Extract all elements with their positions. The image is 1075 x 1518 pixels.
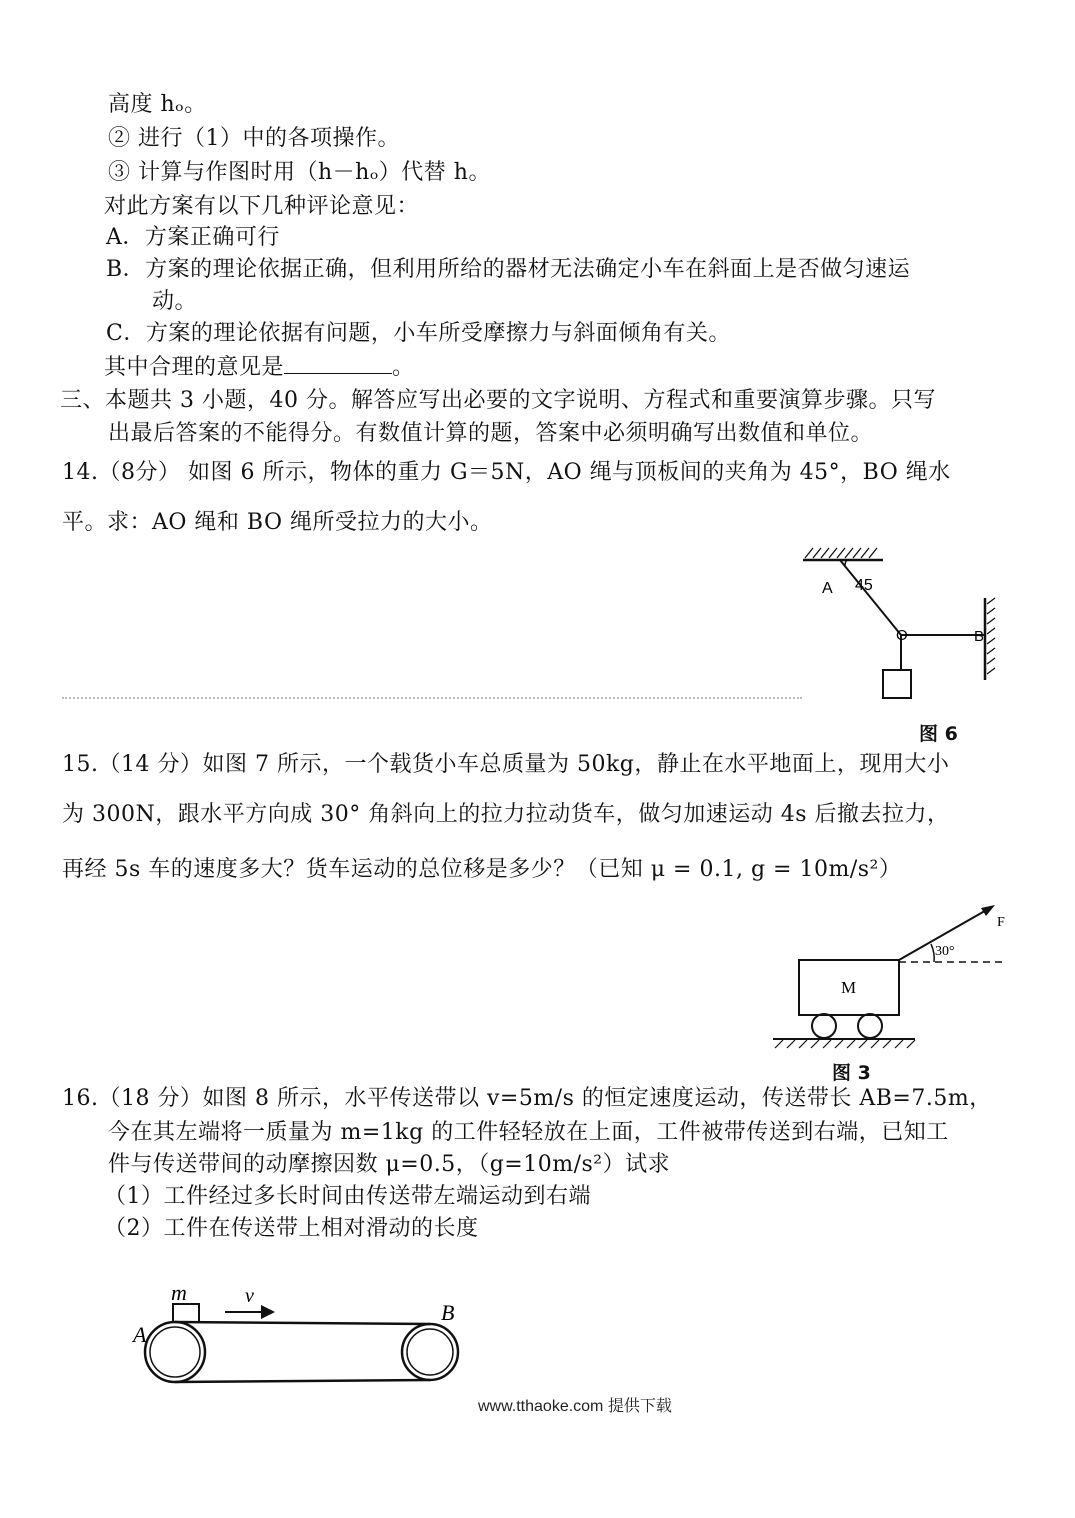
option-a: A．方案正确可行 — [106, 225, 280, 250]
fig8-label-m: m — [171, 1280, 187, 1305]
fig6-label-b: B — [974, 628, 985, 645]
q16-line-2: 今在其左端将一质量为 m=1kg 的工件轻轻放在上面，工件被带传送到右端，已知工 — [108, 1120, 949, 1145]
fig7-label-f: F — [997, 915, 1005, 930]
q15-line-3: 再经 5s 车的速度多大？货车运动的总位移是多少？（已知 μ = 0.1, g = 10m/s²） — [62, 857, 902, 882]
answer-line — [104, 355, 415, 381]
q16-part-2: （2）工件在传送带上相对滑动的长度 — [104, 1216, 479, 1241]
text-line-2: ② 进行（1）中的各项操作。 — [108, 126, 400, 151]
figure-6-caption: 图 6 — [919, 723, 958, 745]
option-b-cont: 动。 — [152, 289, 198, 314]
answer-blank[interactable] — [284, 355, 392, 374]
answer-prompt: 其中合理的意见是 — [104, 355, 285, 380]
dotted-separator — [62, 697, 802, 699]
q15-line-1: 15.（14 分）如图 7 所示，一个载货小车总质量为 50kg，静止在水平地面上，现用大小 — [62, 752, 950, 777]
footer-text: www.tthaoke.com 提供下载 — [478, 1398, 672, 1415]
q16-line-3: 件与传送带间的动摩擦因数 μ=0.5，（g=10m/s²）试求 — [108, 1152, 671, 1177]
q16-part-1: （1）工件经过多长时间由传送带左端运动到右端 — [104, 1184, 591, 1209]
q14-line-2: 平。求：AO 绳和 BO 绳所受拉力的大小。 — [62, 510, 493, 535]
text-line-4: 对此方案有以下几种评论意见： — [104, 194, 420, 219]
text-line-1: 高度 hₒ。 — [108, 92, 207, 117]
option-c: C．方案的理论依据有问题，小车所受摩擦力与斜面倾角有关。 — [106, 321, 731, 346]
figure-7-caption: 图 3 — [832, 1062, 871, 1084]
fig7-label-angle: 30° — [935, 944, 955, 959]
q15-line-2: 为 300N，跟水平方向成 30° 角斜向上的拉力拉动货车，做匀加速运动 4s 后撤去拉力， — [62, 802, 950, 827]
fig6-label-o: O — [896, 627, 908, 644]
q14-line-1: 14.（8分） 如图 6 所示，物体的重力 G＝5N，AO 绳与顶板间的夹角为 45°，BO 绳水 — [62, 460, 951, 485]
figure-7-diagram — [765, 900, 1015, 1060]
text-line-3: ③ 计算与作图时用（h－hₒ）代替 h。 — [108, 160, 491, 185]
fig6-label-angle: 45 — [855, 577, 873, 594]
fig6-label-a: A — [822, 580, 833, 597]
answer-end: 。 — [392, 355, 415, 380]
fig8-label-b: B — [441, 1300, 455, 1325]
option-b: B．方案的理论依据正确，但利用所给的器材无法确定小车在斜面上是否做匀速运 — [106, 257, 911, 282]
section-heading: 三、本题共 3 小题，40 分。解答应写出必要的文字说明、方程式和重要演算步骤。只写 — [60, 388, 936, 413]
figure-6-diagram — [795, 540, 1010, 710]
section-heading-cont: 出最后答案的不能得分。有数值计算的题，答案中必须明确写出数值和单位。 — [108, 421, 874, 446]
figure-8-conveyor — [125, 1280, 475, 1400]
fig7-label-m: M — [841, 978, 857, 997]
q16-line-1: 16.（18 分）如图 8 所示，水平传送带以 v=5m/s 的恒定速度运动，传送带长 AB=7.5m， — [62, 1086, 992, 1111]
fig8-label-a: A — [133, 1322, 147, 1347]
fig8-label-v: v — [245, 1285, 254, 1307]
